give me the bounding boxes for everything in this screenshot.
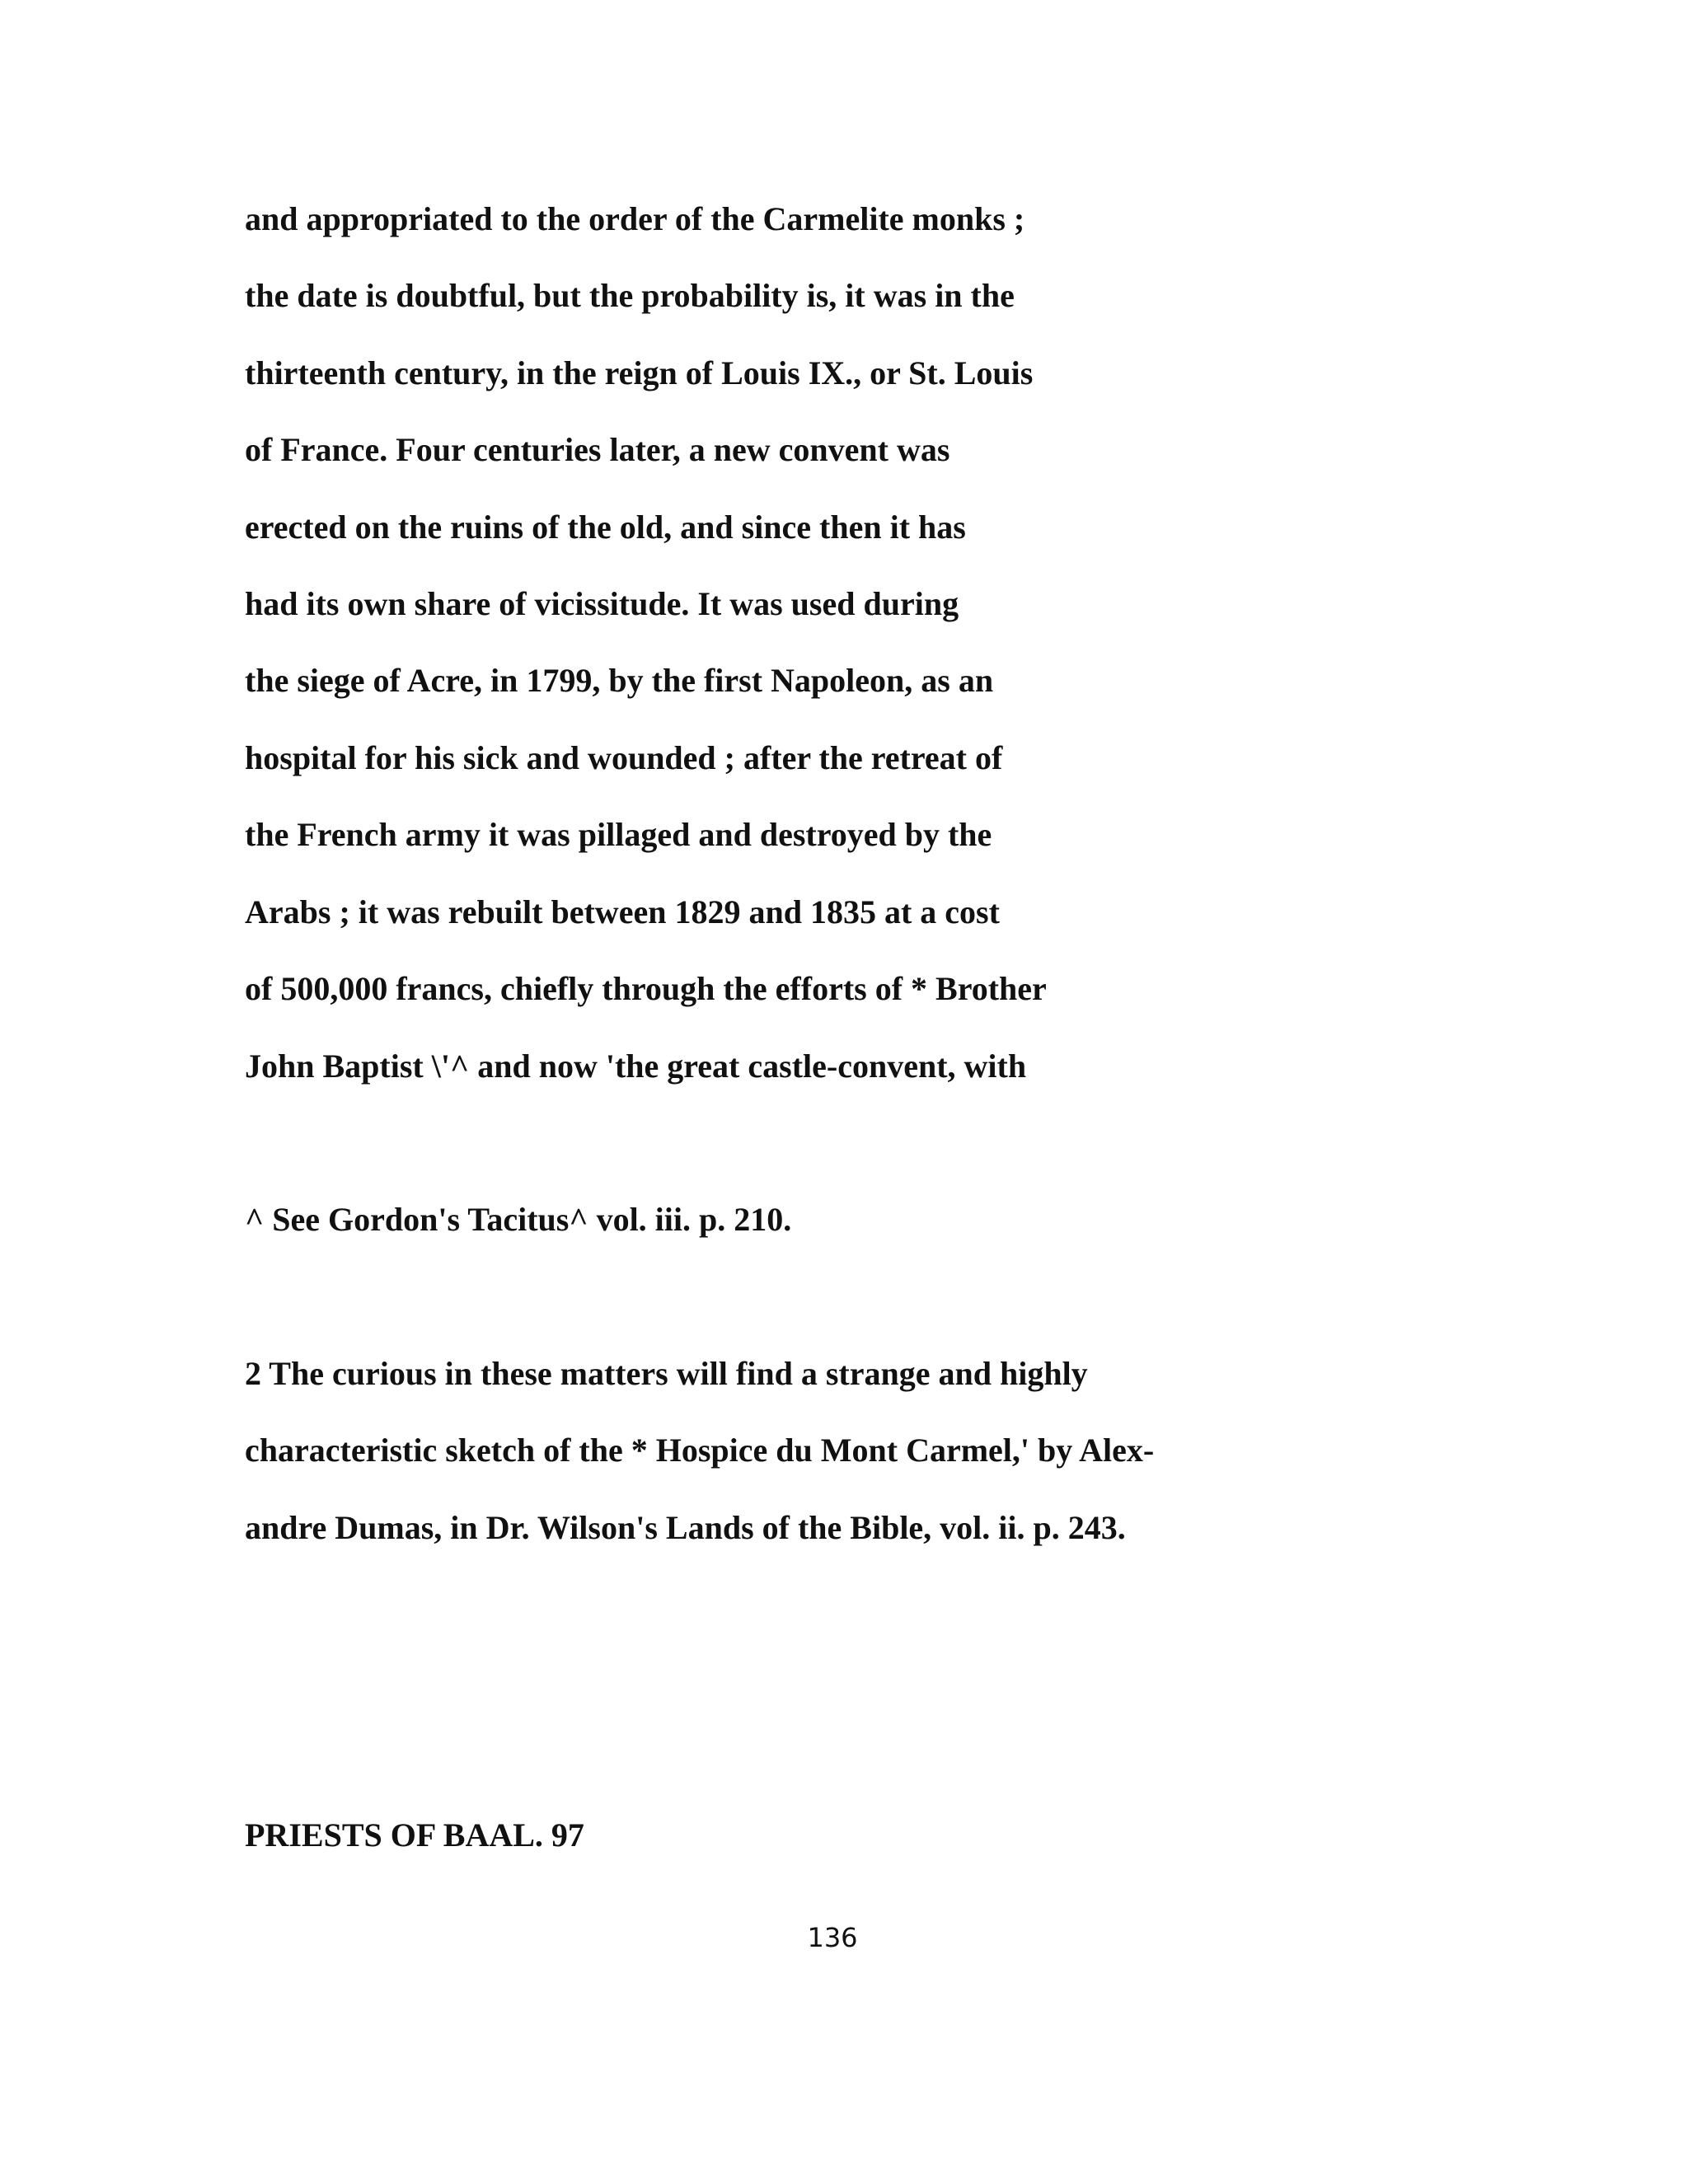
footnote-1: ^ See Gordon's Tacitus^ vol. iii. p. 210.: [245, 1201, 792, 1238]
body-line: of France. Four centuries later, a new convent was: [245, 431, 950, 468]
body-line: hospital for his sick and wounded ; after the retreat of: [245, 739, 1003, 776]
body-line: of 500,000 francs, chiefly through the efforts of * Brother: [245, 970, 1047, 1007]
body-line: the French army it was pillaged and destroyed by the: [245, 816, 992, 853]
footnote-2-line: characteristic sketch of the * Hospice du Mont Carmel,' by Alex-: [245, 1432, 1155, 1469]
footnote-2-line: andre Dumas, in Dr. Wilson's Lands of the Bible, vol. ii. p. 243.: [245, 1509, 1126, 1546]
running-header: PRIESTS OF BAAL. 97: [245, 1816, 584, 1854]
body-line: Arabs ; it was rebuilt between 1829 and 1835 at a cost: [245, 893, 1000, 930]
body-line: thirteenth century, in the reign of Louis IX., or St. Louis: [245, 354, 1034, 391]
body-line: erected on the ruins of the old, and since then it has: [245, 509, 966, 546]
body-line: the siege of Acre, in 1799, by the first Napoleon, as an: [245, 662, 994, 699]
page-number: 136: [807, 1922, 858, 1953]
footnote-2-line: 2 The curious in these matters will find a strange and highly: [245, 1355, 1088, 1392]
body-line: and appropriated to the order of the Carmelite monks ;: [245, 200, 1025, 237]
body-line: the date is doubtful, but the probability is, it was in the: [245, 277, 1015, 314]
body-line: had its own share of vicissitude. It was used during: [245, 585, 959, 622]
body-line: John Baptist \'^ and now 'the great castle-convent, with: [245, 1047, 1027, 1085]
